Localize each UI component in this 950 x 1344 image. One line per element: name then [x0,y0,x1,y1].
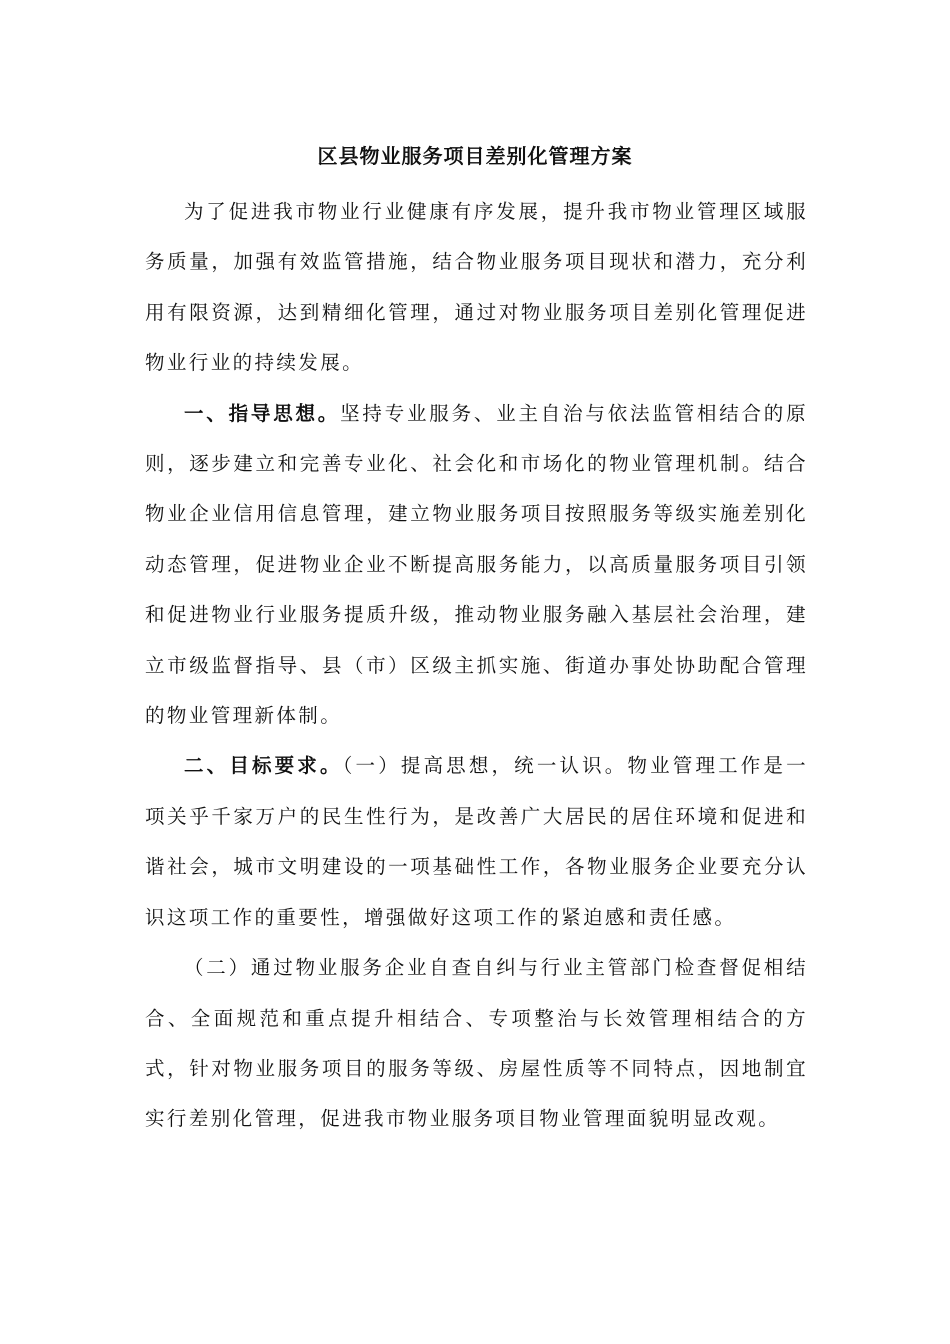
paragraph-goals-second [145,943,808,1145]
paragraph-text: （一）提高思想，统一认识。物业管理工作是一项关乎千家万户的民生性行为，是改善广大居民的居住环境和促进和谐社会，城市文明建设的一项基础性工作，各物业服务企业要充分认识这项工作的重要性，增强做好这项工作的紧迫感和责任感。 [145,754,808,929]
document-title: 区县物业服务项目差别化管理方案 [317,144,633,168]
paragraph-text: 坚持专业服务、业主自治与依法监管相结合的原则，逐步建立和完善专业化、社会化和市场化的物业管理机制。结合物业企业信用信息管理，建立物业服务项目按照服务等级实施差别化动态管理，促进物业企业不断提高服务能力，以高质量服务项目引领和促进物业行业服务提质升级，推动物业服务融入基层社会治理，建立市级监督指导、县（市）区级主抓实施、街道办事处协助配合管理的物业管理新体制。 [145,401,808,728]
paragraph-guiding-ideology [145,389,808,742]
paragraph-intro [145,187,808,389]
paragraph-text: （二）通过物业服务企业自查自纠与行业主管部门检查督促相结合、全面规范和重点提升相结合、专项整治与长效管理相结合的方式，针对物业服务项目的服务等级、房屋性质等不同特点，因地制宜实行差别化管理，促进我市物业服务项目物业管理面貌明显改观。 [145,956,808,1131]
paragraph-goals [145,741,808,943]
document-body [145,187,808,1145]
paragraph-lead: 一、指导思想。 [184,401,341,425]
paragraph-text: 为了促进我市物业行业健康有序发展，提升我市物业管理区域服务质量，加强有效监管措施，结合物业服务项目现状和潜力，充分利用有限资源，达到精细化管理，通过对物业服务项目差别化管理促进物业行业的持续发展。 [145,200,808,375]
paragraph-lead: 二、目标要求。 [184,754,343,778]
